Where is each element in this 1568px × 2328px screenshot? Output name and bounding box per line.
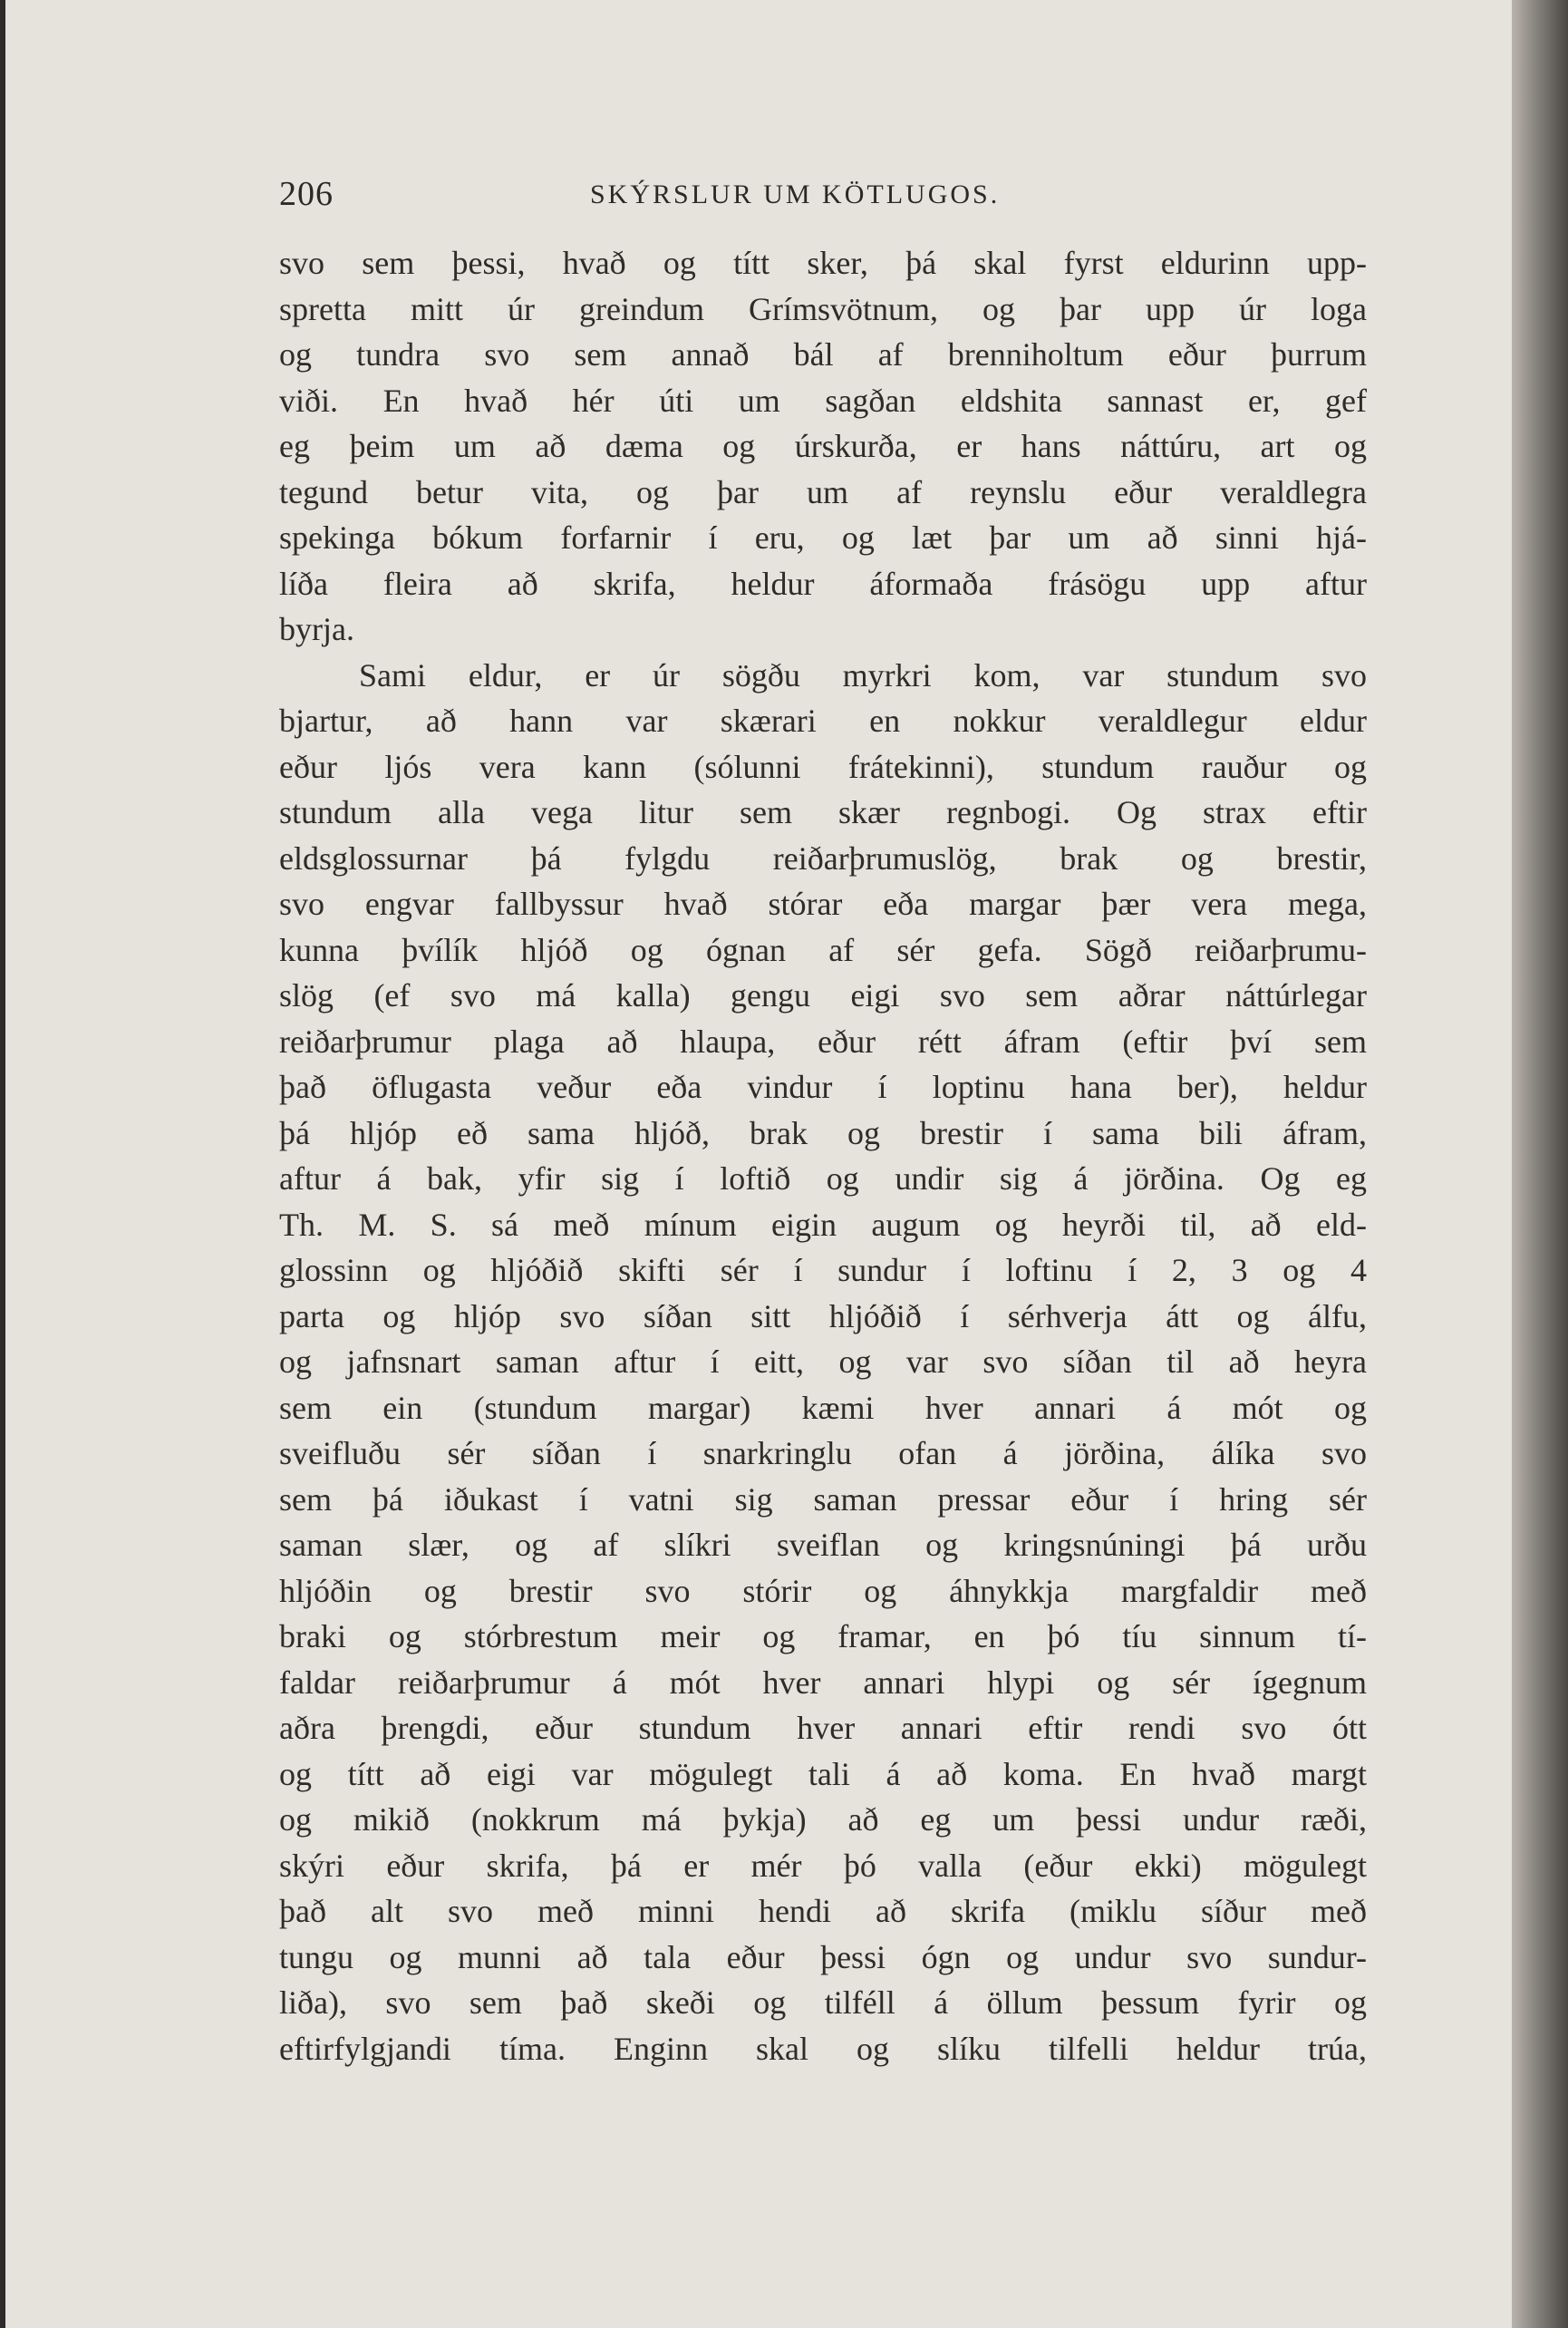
text-line: reiðarþrumur plaga að hlaupa, eður rétt áfram (eftir því sem — [279, 1023, 1367, 1060]
text-line: eður ljós vera kann (sólunni frátekinni), stundum rauður og — [279, 748, 1367, 785]
text-line: slög (ef svo má kalla) gengu eigi svo sem aðrar náttúrlegar — [279, 977, 1367, 1014]
text-line: Sami eldur, er úr sögðu myrkri kom, var stundum svo — [359, 656, 1367, 694]
page-left-edge — [0, 0, 5, 2328]
page-header — [279, 174, 1367, 219]
text-line: og jafnsnart saman aftur í eitt, og var svo síðan til að heyra — [279, 1343, 1367, 1380]
text-line: Th. M. S. sá með mínum eigin augum og heyrði til, að eld- — [279, 1206, 1367, 1243]
text-line: parta og hljóp svo síðan sitt hljóðið í sérhverja átt og álfu, — [279, 1297, 1367, 1334]
text-line: svo sem þessi, hvað og títt sker, þá skal fyrst eldurinn upp- — [279, 245, 1367, 281]
text-line: byrja. — [279, 611, 354, 647]
text-line: og tundra svo sem annað bál af brenniholtum eður þurrum — [279, 336, 1367, 373]
text-line: aftur á bak, yfir sig í loftið og undir sig á jörðina. Og eg — [279, 1160, 1367, 1197]
text-line: eftirfylgjandi tíma. Enginn skal og slíku tilfelli heldur trúa, — [279, 2030, 1367, 2067]
text-line: sveifluðu sér síðan í snarkringlu ofan á jörðina, álíka svo — [279, 1435, 1367, 1471]
text-line: sem ein (stundum margar) kæmi hver annari á mót og — [279, 1389, 1367, 1426]
text-line: eg þeim um að dæma og úrskurða, er hans náttúru, art og — [279, 428, 1367, 464]
text-line: stundum alla vega litur sem skær regnbogi. Og strax eftir — [279, 794, 1367, 830]
text-line: og títt að eigi var mögulegt tali á að koma. En hvað margt — [279, 1755, 1367, 1792]
running-head: SKÝRSLUR UM KÖTLUGOS. — [590, 179, 1001, 209]
text-line: saman slær, og af slíkri sveiflan og kringsnúningi þá urðu — [279, 1527, 1367, 1563]
text-line: það öflugasta veður eða vindur í loptinu hana ber), heldur — [279, 1069, 1367, 1105]
text-line: liða), svo sem það skeði og tilféll á öllum þessum fyrir og — [279, 1984, 1367, 2021]
body-text — [279, 240, 1367, 2071]
text-line: faldar reiðarþrumur á mót hver annari hlypi og sér ígegnum — [279, 1664, 1367, 1701]
text-line: eldsglossurnar þá fylgdu reiðarþrumuslög, brak og brestir, — [279, 839, 1367, 877]
text-line: tungu og munni að tala eður þessi ógn og undur svo sundur- — [279, 1938, 1367, 1975]
text-line: kunna þvílík hljóð og ógnan af sér gefa. Sögð reiðarþrumu- — [279, 931, 1367, 968]
text-line: braki og stórbrestum meir og framar, en þó tíu sinnum tí- — [279, 1618, 1367, 1654]
text-line: spretta mitt úr greindum Grímsvötnum, og þar upp úr loga — [279, 290, 1367, 327]
text-line: tegund betur vita, og þar um af reynslu eður veraldlegra — [279, 473, 1367, 510]
text-line: sem þá iðukast í vatni sig saman pressar eður í hring sér — [279, 1480, 1367, 1518]
text-line: líða fleira að skrifa, heldur áformaða frásögu upp aftur — [279, 565, 1367, 602]
text-line: aðra þrengdi, eður stundum hver annari eftir rendi svo ótt — [279, 1710, 1367, 1746]
page-fore-edge — [1512, 0, 1568, 2328]
text-line: svo engvar fallbyssur hvað stórar eða margar þær vera mega, — [279, 886, 1367, 922]
text-line: það alt svo með minni hendi að skrifa (miklu síður með — [279, 1893, 1367, 1929]
text-line: viði. En hvað hér úti um sagðan eldshita sannast er, gef — [279, 382, 1367, 419]
text-line: þá hljóp eð sama hljóð, brak og brestir í sama bili áfram, — [279, 1114, 1367, 1151]
page-number: 206 — [279, 175, 334, 213]
text-line: glossinn og hljóðið skifti sér í sundur í loftinu í 2, 3 og 4 — [279, 1252, 1367, 1288]
text-line: skýri eður skrifa, þá er mér þó valla (eður ekki) mögulegt — [279, 1847, 1367, 1884]
text-line: bjartur, að hann var skærari en nokkur veraldlegur eldur — [279, 703, 1367, 739]
text-line: spekinga bókum forfarnir í eru, og læt þar um að sinni hjá- — [279, 519, 1367, 556]
text-line: og mikið (nokkrum má þykja) að eg um þessi undur ræði, — [279, 1801, 1367, 1838]
text-line: hljóðin og brestir svo stórir og áhnykkja margfaldir með — [279, 1572, 1367, 1609]
